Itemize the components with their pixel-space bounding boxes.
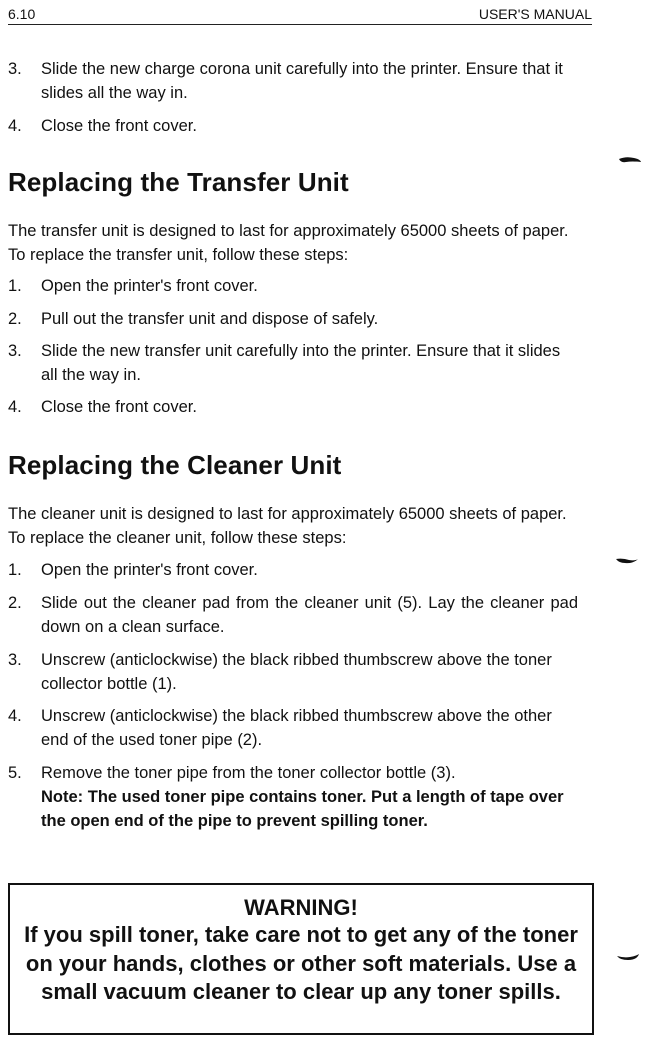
section-heading-cleaner: Replacing the Cleaner Unit <box>8 450 342 480</box>
step-number: 2. <box>8 594 22 612</box>
section-intro-transfer: The transfer unit is designed to last for approximately 65000 sheets of paper. To replace the transfer unit, follow these steps: <box>8 222 569 264</box>
step-text: Open the printer's front cover. <box>41 277 258 295</box>
step-text: Close the front cover. <box>41 117 197 135</box>
step-number: 2. <box>8 310 22 328</box>
step-number: 4. <box>8 117 22 135</box>
step-number: 3. <box>8 651 22 669</box>
step-number: 1. <box>8 277 22 295</box>
step-text: Unscrew (anticlockwise) the black ribbed thumbscrew above the other end of the used toner pipe (2). <box>41 707 552 749</box>
step-text-block <box>41 761 578 833</box>
step-text: Slide out the cleaner pad from the cleaner unit (5). Lay the cleaner pad down on a clean surface. <box>41 594 578 636</box>
warning-box <box>8 883 594 1035</box>
step-text: Slide the new transfer unit carefully into the printer. Ensure that it slides all the way in. <box>41 342 561 384</box>
step-text: Close the front cover. <box>41 398 197 416</box>
step-text: Pull out the transfer unit and dispose of safely. <box>41 310 379 328</box>
step-text: Open the printer's front cover. <box>41 561 258 579</box>
warning-title: WARNING! <box>244 895 358 920</box>
margin-mark <box>615 557 639 565</box>
step-number: 4. <box>8 707 22 725</box>
section-heading-transfer: Replacing the Transfer Unit <box>8 167 349 197</box>
warning-text: If you spill toner, take care not to get any of the toner on your hands, clothes or other soft materials. Use a small vacuum cleaner to clear up any toner spills. <box>24 922 578 1004</box>
page-number: 6.10 <box>8 6 36 22</box>
note-text: Note: The used toner pipe contains toner. Put a length of tape over the open end of the pipe to prevent spilling toner. <box>41 788 564 830</box>
manual-title: USER'S MANUAL <box>478 6 592 22</box>
step-text: Remove the toner pipe from the toner collector bottle (3). <box>41 764 456 782</box>
step-number: 5. <box>8 764 22 782</box>
margin-mark <box>616 953 640 961</box>
step-number: 4. <box>8 398 22 416</box>
margin-mark <box>618 156 642 164</box>
step-text: Unscrew (anticlockwise) the black ribbed thumbscrew above the toner collector bottle (1). <box>41 651 552 693</box>
step-number: 3. <box>8 342 22 360</box>
page-header <box>8 4 592 25</box>
step-text: Slide the new charge corona unit carefully into the printer. Ensure that it slides all the way in. <box>41 60 563 102</box>
section-intro-cleaner: The cleaner unit is designed to last for approximately 65000 sheets of paper. To replace the cleaner unit, follow these steps: <box>8 505 567 547</box>
step-number: 1. <box>8 561 22 579</box>
step-number: 3. <box>8 60 22 78</box>
